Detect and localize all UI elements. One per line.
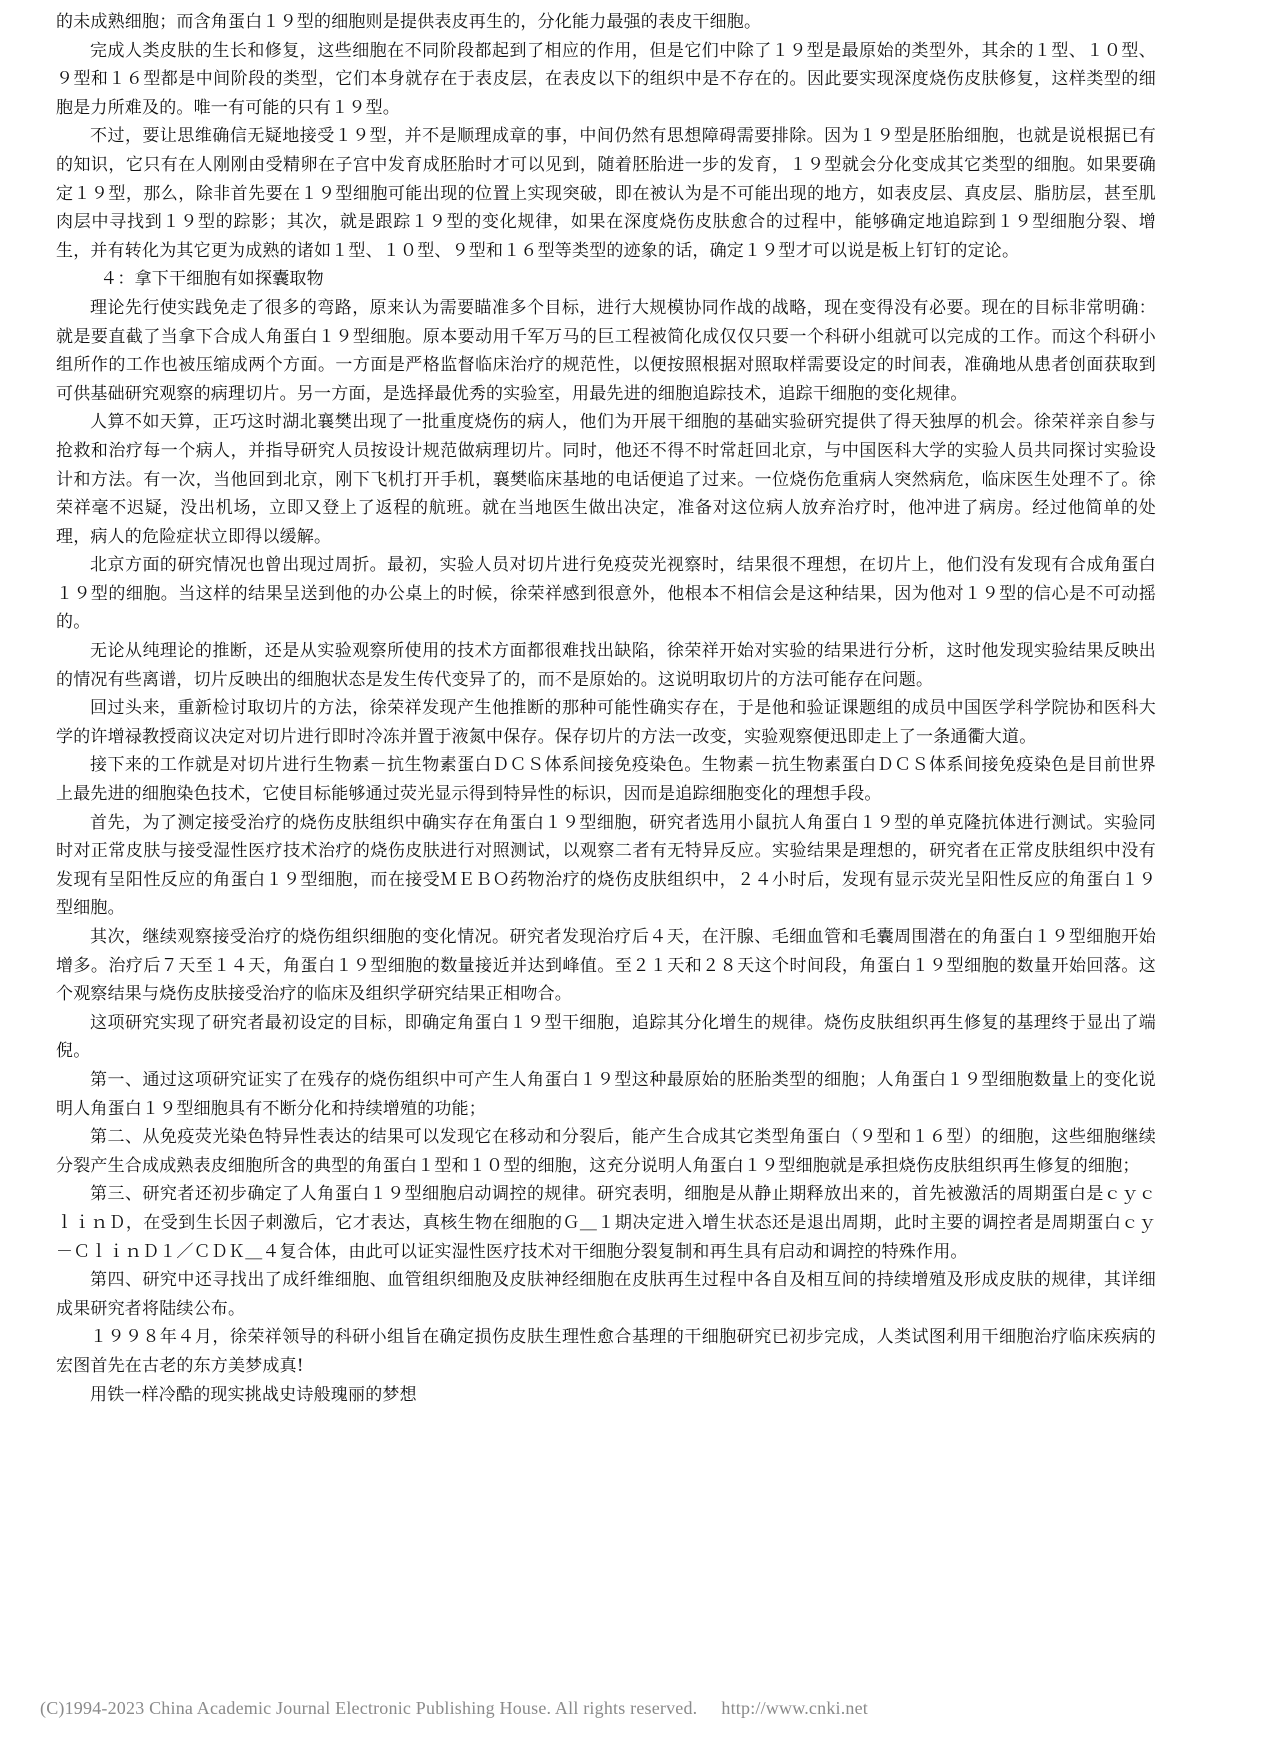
- paragraph: 北京方面的研究情况也曾出现过周折。最初，实验人员对切片进行免疫荧光视察时，结果很不理想，在切片上，他们没有发现有合成角蛋白１９型的细胞。当这样的结果呈送到他的办公桌上的时候，徐荣祥感到很意外，他根本不相信会是这种结果，因为他对１９型的信心是不可动摇的。: [56, 555, 1156, 633]
- paragraph: 首先，为了测定接受治疗的烧伤皮肤组织中确实存在角蛋白１９型细胞，研究者选用小鼠抗人角蛋白１９型的单克隆抗体进行测试。实验同时对正常皮肤与接受湿性医疗技术治疗的烧伤皮肤进行对照测试，以观察二者有无特异反应。实验结果是理想的，研究者在正常皮肤组织中没有发现有呈阳性反应的角蛋白１９型细胞，而在接受ＭＥＢＯ药物治疗的烧伤皮肤组织中，２４小时后，发现有显示荧光呈阳性反应的角蛋白１９型细胞。: [56, 812, 1156, 919]
- section-heading: 用铁一样冷酷的现实挑战史诗般瑰丽的梦想: [90, 1384, 417, 1405]
- article-body: [56, 8, 1156, 1409]
- paragraph: 无论从纯理论的推断，还是从实验观察所使用的技术方面都很难找出缺陷，徐荣祥开始对实验的结果进行分析，这时他发现实验结果反映出的情况有些离谱，切片反映出的细胞状态是发生传代变异了的，而不是原始的。这说明取切片的方法可能存在问题。: [56, 641, 1156, 690]
- copyright-text: (C)1994-2023 China Academic Journal Electronic Publishing House. All rights reserved.: [40, 1698, 698, 1718]
- footer-url: http://www.cnki.net: [721, 1698, 869, 1718]
- paragraph: 这项研究实现了研究者最初设定的目标，即确定角蛋白１９型干细胞，追踪其分化增生的规律。烧伤皮肤组织再生修复的基理终于显出了端倪。: [56, 1012, 1156, 1062]
- paragraph: １９９８年４月，徐荣祥领导的科研小组旨在确定损伤皮肤生理性愈合基理的干细胞研究已初步完成，人类试图利用干细胞治疗临床疾病的宏图首先在古老的东方美梦成真!: [56, 1327, 1156, 1376]
- paragraph: 第三、研究者还初步确定了人角蛋白１９型细胞启动调控的规律。研究表明，细胞是从静止期释放出来的，首先被激活的周期蛋白是ｃｙｃｌｉｎＤ，在受到生长因子刺激后，它才表达，真核生物在细胞的Ｇ＿１期决定进入增生状态还是退出周期，此时主要的调控者是周期蛋白ｃｙ－ＣｌｉｎＤ１／ＣＤＫ＿４复合体，由此可以证实湿性医疗技术对干细胞分裂复制和再生具有启动和调控的特殊作用。: [56, 1184, 1156, 1262]
- copyright-footer: [40, 1698, 1240, 1719]
- paragraph: 第二、从免疫荧光染色特异性表达的结果可以发现它在移动和分裂后，能产生合成其它类型角蛋白（９型和１６型）的细胞，这些细胞继续分裂产生合成成熟表皮细胞所含的典型的角蛋白１型和１０型的细胞，这充分说明人角蛋白１９型细胞就是承担烧伤皮肤组织再生修复的细胞；: [56, 1127, 1156, 1176]
- paragraph: 回过头来，重新检讨取切片的方法，徐荣祥发现产生他推断的那种可能性确实存在，于是他和验证课题组的成员中国医学科学院协和医科大学的许增禄教授商议决定对切片进行即时冷冻并置于液氮中保存。保存切片的方法一改变，实验观察便迅即走上了一条通衢大道。: [56, 698, 1156, 747]
- paragraph: 不过，要让思维确信无疑地接受１９型，并不是顺理成章的事，中间仍然有思想障碍需要排除。因为１９型是胚胎细胞，也就是说根据已有的知识，它只有在人刚刚由受精卵在子宫中发育成胚胎时才可以见到，随着胚胎进一步的发育，１９型就会分化变成其它类型的细胞。如果要确定１９型，那么，除非首先要在１９型细胞可能出现的位置上实现突破，即在被认为是不可能出现的地方，如表皮层、真皮层、脂肪层，甚至肌肉层中寻找到１９型的踪影；其次，就是跟踪１９型的变化规律，如果在深度烧伤皮肤愈合的过程中，能够确定地追踪到１９型细胞分裂、增生，并有转化为其它更为成熟的诸如１型、１０型、９型和１６型等类型的迹象的话，确定１９型才可以说是板上钉钉的定论。: [56, 126, 1156, 261]
- paragraph: 理论先行使实践免走了很多的弯路，原来认为需要瞄准多个目标，进行大规模协同作战的战略，现在变得没有必要。现在的目标非常明确：就是要直截了当拿下合成人角蛋白１９型细胞。原本要动用千军万马的巨工程被简化成仅仅只要一个科研小组就可以完成的工作。而这个科研小组所作的工作也被压缩成两个方面。一方面是严格监督临床治疗的规范性，以便按照根据对照取样需要设定的时间表，准确地从患者创面获取到可供基础研究观察的病理切片。另一方面，是选择最优秀的实验室，用最先进的细胞追踪技术，追踪干细胞的变化规律。: [56, 297, 1156, 404]
- paragraph: 第四、研究中还寻找出了成纤维细胞、血管组织细胞及皮肤神经细胞在皮肤再生过程中各自及相互间的持续增殖及形成皮肤的规律，其详细成果研究者将陆续公布。: [56, 1270, 1156, 1319]
- paragraph: 第一、通过这项研究证实了在残存的烧伤组织中可产生人角蛋白１９型这种最原始的胚胎类型的细胞；人角蛋白１９型细胞数量上的变化说明人角蛋白１９型细胞具有不断分化和持续增殖的功能；: [56, 1069, 1156, 1119]
- paragraph-continuation: 的未成熟细胞；而含角蛋白１９型的细胞则是提供表皮再生的，分化能力最强的表皮干细胞。: [56, 12, 762, 32]
- paragraph: 接下来的工作就是对切片进行生物素－抗生物素蛋白ＤＣＳ体系间接免疫染色。生物素－抗生物素蛋白ＤＣＳ体系间接免疫染色是目前世界上最先进的细胞染色技术，它使目标能够通过荧光显示得到特异性的标识，因而是追踪细胞变化的理想手段。: [56, 755, 1156, 805]
- paragraph: 其次，继续观察接受治疗的烧伤组织细胞的变化情况。研究者发现治疗后４天，在汗腺、毛细血管和毛囊周围潜在的角蛋白１９型细胞开始增多。治疗后７天至１４天，角蛋白１９型细胞的数量接近并达到峰值。至２１天和２８天这个时间段，角蛋白１９型细胞的数量开始回落。这个观察结果与烧伤皮肤接受治疗的临床及组织学研究结果正相吻合。: [56, 927, 1156, 1005]
- section-heading: ４：拿下干细胞有如探囊取物: [100, 269, 324, 290]
- paragraph: 完成人类皮肤的生长和修复，这些细胞在不同阶段都起到了相应的作用，但是它们中除了１９型是最原始的类型外，其余的１型、１０型、９型和１６型都是中间阶段的类型，它们本身就存在于表皮层，在表皮以下的组织中是不存在的。因此要实现深度烧伤皮肤修复，这样类型的细胞是力所难及的。唯一有可能的只有１９型。: [56, 40, 1156, 118]
- paragraph: 人算不如天算，正巧这时湖北襄樊出现了一批重度烧伤的病人，他们为开展干细胞的基础实验研究提供了得天独厚的机会。徐荣祥亲自参与抢救和治疗每一个病人，并指导研究人员按设计规范做病理切片。同时，他还不得不时常赶回北京，与中国医科大学的实验人员共同探讨实验设计和方法。有一次，当他回到北京，刚下飞机打开手机，襄樊临床基地的电话便追了过来。一位烧伤危重病人突然病危，临床医生处理不了。徐荣祥毫不迟疑，没出机场，立即又登上了返程的航班。就在当地医生做出决定，准备对这位病人放弃治疗时，他冲进了病房。经过他简单的处理，病人的危险症状立即得以缓解。: [56, 412, 1156, 547]
